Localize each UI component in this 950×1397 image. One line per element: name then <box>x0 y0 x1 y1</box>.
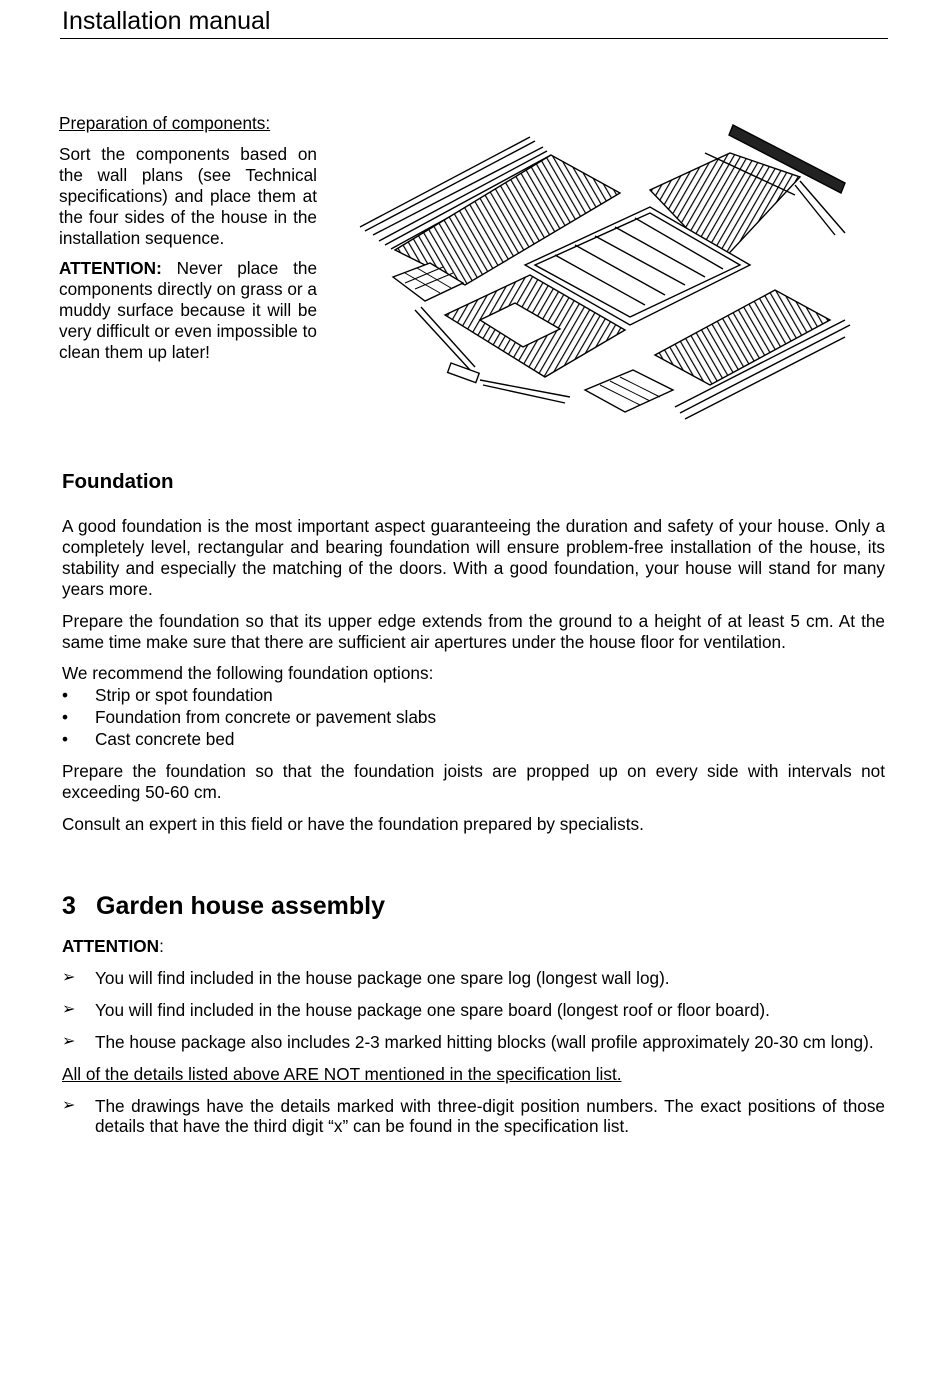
foundation-body <box>62 516 885 835</box>
bullet-icon: • <box>62 707 69 728</box>
arrow-bullet-icon: ➢ <box>62 1032 76 1050</box>
preparation-attention <box>59 258 317 363</box>
list-item: • Cast concrete bed <box>62 729 235 750</box>
assembly-attention: ATTENTION: <box>62 936 164 956</box>
bullet-icon: • <box>62 685 69 706</box>
specification-notice: All of the details listed above ARE NOT mentioned in the specification list. <box>62 1063 622 1084</box>
list-item: ➢ You will find included in the house package one spare log (longest wall log). <box>62 967 670 988</box>
page-header <box>60 4 888 39</box>
foundation-paragraph-2: Prepare the foundation so that its upper edge extends from the ground to a height of at least 5 cm. At the same time make sure that there are sufficient air apertures under the house floor for ventilation. <box>62 610 885 652</box>
foundation-heading: Foundation <box>62 470 174 493</box>
bullet-icon: • <box>62 729 69 750</box>
list-item: • Foundation from concrete or pavement slabs <box>62 707 437 728</box>
components-illustration <box>355 115 855 427</box>
arrow-bullet-icon: ➢ <box>62 1096 76 1114</box>
preparation-section <box>59 113 317 373</box>
section-3-heading <box>62 891 385 921</box>
foundation-paragraph-1: A good foundation is the most important aspect guaranteeing the duration and safety of your house. Only a completely level, rectangular and bearing foundation will ensure problem-free installation of the house, its stability and especially the matching of the doors. With a good foundation, your house will stand for many years more. <box>62 516 885 599</box>
attention-text: Never place the components directly on grass or a muddy surface because it will be very difficult or even impossible to clean them up later! <box>59 258 317 363</box>
arrow-bullet-icon: ➢ <box>62 968 76 986</box>
foundation-options-intro: We recommend the following foundation options: <box>62 663 434 684</box>
preparation-heading: Preparation of components: <box>59 113 271 133</box>
header-title: Installation manual <box>62 7 271 35</box>
section-title: Garden house assembly <box>96 892 386 920</box>
list-item: ➢ You will find included in the house package one spare board (longest roof or floor board). <box>62 999 770 1020</box>
preparation-paragraph: Sort the components based on the wall plans (see Technical specifications) and place them at the four sides of the house in the installation sequence. <box>59 143 317 248</box>
arrow-bullet-icon: ➢ <box>62 1000 76 1018</box>
foundation-paragraph-4: Consult an expert in this field or have the foundation prepared by specialists. <box>62 813 644 834</box>
attention-label: ATTENTION: <box>59 258 162 279</box>
list-item: • Strip or spot foundation <box>62 685 273 706</box>
list-item: ➢ The drawings have the details marked with three-digit position numbers. The exact positions of those details that have the third digit “x” can be found in the specification list. <box>62 1095 885 1137</box>
assembly-body <box>62 936 885 1137</box>
list-item: ➢ The house package also includes 2-3 marked hitting blocks (wall profile approximately 20-30 cm long). <box>62 1031 874 1052</box>
foundation-paragraph-3: Prepare the foundation so that the foundation joists are propped up on every side with intervals not exceeding 50-60 cm. <box>62 761 885 802</box>
section-number: 3 <box>62 892 76 920</box>
